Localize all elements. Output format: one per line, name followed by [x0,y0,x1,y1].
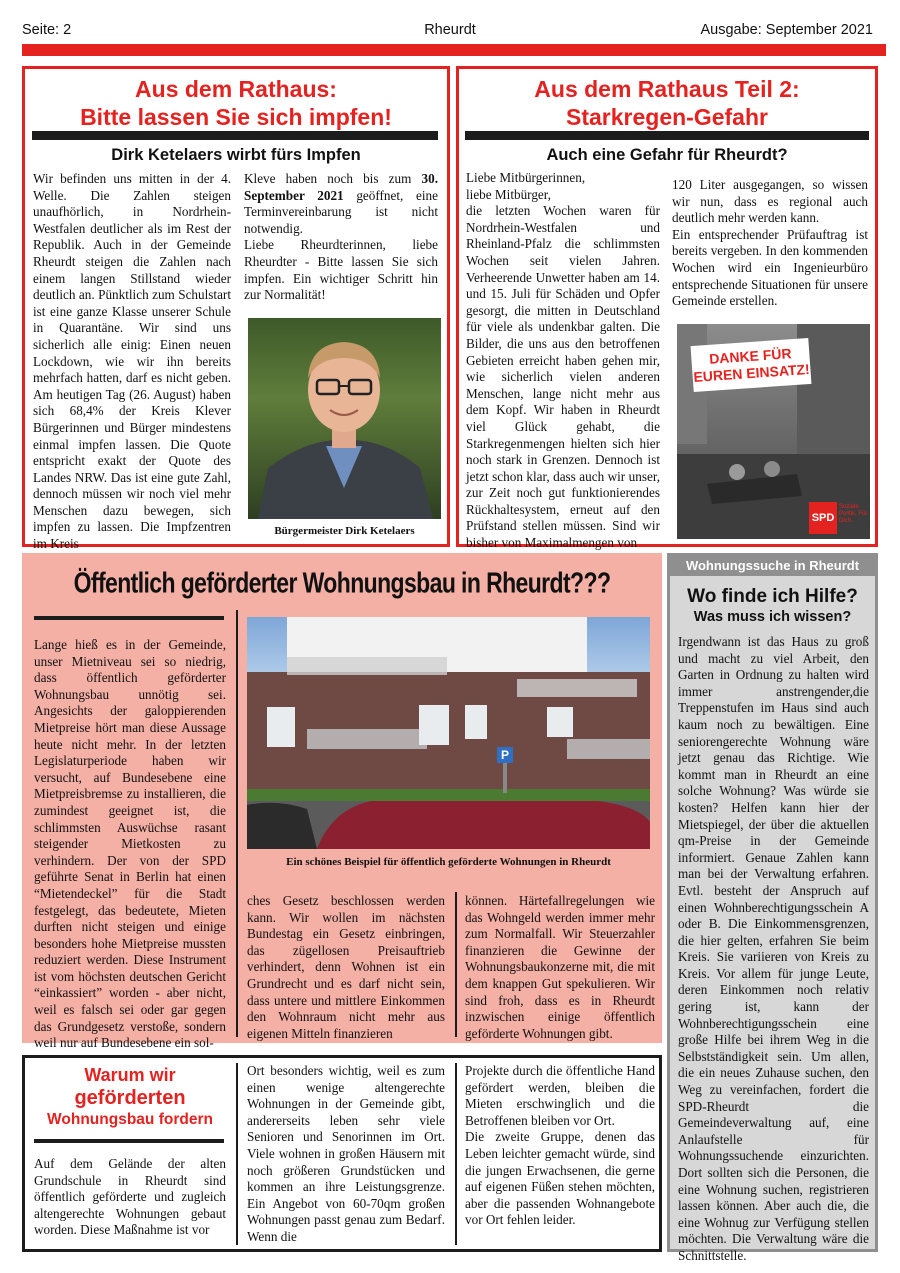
flood-photo [677,324,870,539]
column-separator [455,1063,457,1245]
text-run: die letzten Wochen waren für Nordrhein-Westfalen und Rheinland-Pfalz die schlimmsten Wochen seit vielen Jahren. Verheerende Unwetter haben am 14. und 15. Juli für Schäden und Opfer gesorgt, die mitten in Deutschland für viele als undenkbar galten. Die Bilder, die uns aus den betroffenen Gebieten erreicht haben gehen mir, wie sicherlich vielen anderen Menschen, lange nicht mehr aus dem Kopf. Wir haben in Rheurdt viel Glück gehabt, die Starkregenmengen hielten sich hier noch stark in Grenzen. Dennoch ist jetzt schon klar, dass auch wir unser, zur Zeit noch gut funktionierendes Rückhaltesystem, erneut auf den Prüfstand stellen müssen. Sind wir bisher von Maximalmengen von [466,203,660,551]
highlight-date: 30. September 2021 [244,171,438,203]
sidebar-wohnungssuche [667,553,878,1263]
article-starkregen-col2 [672,177,868,310]
title-divider [465,131,869,140]
housing-illustration [247,617,650,849]
sidebar-title: Wo finde ich Hilfe? [687,586,858,607]
col1-rule [34,616,224,620]
article-starkregen-col1 [466,170,660,552]
article-warum-col3 [465,1063,655,1229]
poster-text [691,338,812,386]
title-line: geförderten [74,1087,186,1109]
sidebar-text: Irgendwann ist das Haus zu groß und macht zu viel Arbeit, den Garten in Ordnung zu halten wird immer anstrengender,die Treppenstufen im Haus sind auch kaum noch zu bewältigen. Eine seniorengerechte Wohnung wäre jetzt genau das Richtige. Wie kommt man in Rheurdt an eine solche Wohnung? Was würde sie kosten? Helfen kann hier der Mietspiegel, der über die aktuellen qm-Preise in der Gemeinde informiert. Genaue Zahlen kann man bei der Verwaltung erfahren. Evtl. besteht der Anspruch auf einen Wohnberechtigungsschein A oder B. Die Einkommensgrenzen, die hier gelten, erfahren Sie beim Kreis. Sie variieren von Kreis zu Kreis. Vor allem für junge Leute, deren Einkommen noch relativ gering ist, kann der Wohnberechtigungsschein eine große Hilfe bei ihrem Weg in die Selbstständigkeit sein. Um allen, die ein neues Zuhause suchen, den Weg zu vereinfachen, fordert die SPD-Rheurdt die Gemeindeverwaltung auf, eine Anlaufstelle für Wohnungssuchende einzurichten. Dort sollten sich die Personen, die eine Wohnung suchen, registrieren lassen können. Aber auch die, die eine Wohnug zur Verfügung stellen möchten. Die Verwaltung wäre die Schnittstelle. [678,634,869,1263]
housing-photo [247,617,650,849]
title-line: Aus dem Rathaus: [135,76,337,102]
parking-sign: P [500,748,509,762]
title-line: Wohnungsbau fordern [47,1111,213,1128]
article-impfen-title [25,75,447,131]
article-warum-col1: Auf dem Gelände der alten Grundschule in Rheurdt sind öffentlich geförderte und zugleich altengerechte Wohnungen gebaut worden. Diese Maßnahme ist vor [34,1156,226,1238]
title-line: Starkregen-Gefahr [566,104,768,130]
greeting: Liebe Mitbürgerinnen, [466,170,586,185]
page-number: Seite: 2 [22,22,72,38]
text-run: Ein entsprechender Prüfauftrag ist bereits vergeben. In den kommenden Wochen wird ein Ingenieurbüro entsprechende Situationen für unsere Gemeinde erstellen. [672,226,868,309]
article-impfen-col2 [244,171,438,304]
article-impfen [22,66,450,552]
text-run: Kleve haben noch bis zum [244,171,422,186]
title-line: Bitte lassen Sie sich impfen! [80,104,392,130]
sidebar-tag: Wohnungssuche in Rheurdt [670,556,875,576]
sidebar-subtitle: Was muss ich wissen? [693,609,852,625]
header-place: Rheurdt [424,22,476,38]
text-run: Liebe Rheurdterinnen, liebe Rheurdter - Bitte lassen Sie sich impfen. Ein wichtiger Schritt hin zur Normalität! [244,237,438,303]
spd-tagline: Soziale. Politik. Für Dich. [839,504,868,524]
text-run: Projekte durch die öffentliche Hand gefördert werden, bleiben die Mieten erschwinglich und die Betroffenen bleiben vor Ort. [465,1063,655,1128]
article-starkregen [456,66,878,551]
article-wohnungsbau-title: Öffentlich geförderter Wohnungsbau in Rheurdt??? [73,566,611,599]
column-separator [236,1063,238,1245]
article-warum-title [34,1064,226,1129]
header-red-bar [22,44,886,56]
portrait-illustration [248,318,441,519]
article-starkregen-subtitle: Auch eine Gefahr für Rheurdt? [546,146,788,164]
title-line: Aus dem Rathaus Teil 2: [534,76,800,102]
mayor-photo [248,318,441,519]
column-separator [455,892,457,1037]
column-separator [236,610,238,1037]
spd-logo: SPD [809,502,837,534]
mayor-caption: Bürgermeister Dirk Ketelaers [274,525,415,537]
text-run: Die zweite Gruppe, denen das Leben leichter gemacht würde, sind die jungen Erwachsenen, die gerne auf eigenen Füßen stehen möchten, aber die passenden Wohnangebote vor Ort fehlen leider. [465,1129,655,1228]
col1-rule [34,1139,224,1143]
header-issue: Ausgabe: September 2021 [700,22,873,38]
title-line: Warum wir [84,1065,176,1085]
title-divider [32,131,438,140]
article-wohnungsbau-col1: Lange hieß es in der Gemeinde, unser Mietniveau sei so niedrig, dass öffentlich geförderter Wohnungsbau unnötig sei. Angesichts der galoppierenden Mietpreise hört man diese Aussage heute nicht mehr. In der letzten Legislaturperiode haben wir versucht, auf Bundesebene eine Mietpreisbremse zu installieren, die zumindest geeignet ist, die schlimmsten Auswüchse rasant steigender Mietkosten zu verhindern. Der von der SPD geführte Senat in Berlin hat einen “Mietendeckel” für die Stadt festgelegt, das bedeutete, Mieten durften nicht steigen und einige besonders hohe Mietpreise mussten reduziert werden. Diese Instrument ist vom höchsten deutschen Gericht “einkassiert” worden - aber nicht, weil es falsch sei oder gar gegen das Grundgesetz verstoße, sondern weil nur auf Bundesebene ein sol- [34,637,226,1051]
poster-line: EUREN EINSATZ! [692,360,811,386]
article-warum-col2: Ort besonders wichtig, weil es zum einen wenige altengerechte Wohnungen in der Gemeinde gibt, andererseits leben sehr viele Senioren und Senorinnen im Ort. Viele wohnen in großen Häusern mit noch größeren Grundstücken und kommen an ihre Leistungsgrenze. Ein Angebot von 60-70qm großen Wohnungen passt genau zum Bedarf. Wenn die [247,1063,445,1244]
article-impfen-col1: Wir befinden uns mitten in der 4. Welle. Die Zahlen steigen unaufhörlich, in Nordrhein-Westfalen deutlicher als im Rest der Republik. Auch in der Gemeinde Rheurdt steigen die Zahlen nach einem langen Stillstand wieder deutlich an. Pünktlich zum Schulstart ist eine ganze Klasse unserer Schule in Quarantäne. Wir sind uns sicherlich alle einig: Einen neuen Lockdown, wie wir ihn bereits mehrfach hatten, darf es nicht geben. Am heutigen Tag (26. August) haben sich 68,4% der Kreis Klever Bürgerinnen und Bürger mindestens einmal impfen lassen. Die Quote entspricht exakt der Quote des Landes NRW. Das ist eine gute Zahl, dennoch müssen wir noch viel mehr Menschen dazu bewegen, sich impfen zu lassen. Die Impfzentren im Kreis [33,171,231,552]
poster-sign [691,338,812,392]
article-starkregen-title [459,75,875,131]
article-wohnungsbau-col2: ches Gesetz beschlossen werden kann. Wir wollen im nächsten Bundestag ein Gesetz einbringen, das zügellosen Preisauftrieb verhindert, denn Wohnen ist ein Grundrecht und es darf nicht sein, dass untere und mittlere Einkommen den Wohnraum nicht mehr aus eigenen Mitteln finanzieren [247,893,445,1041]
text-run: geöffnet, eine Terminvereinbarung ist nicht notwendig. [244,187,438,236]
greeting: liebe Mitbürger, [466,186,551,202]
text-run: 120 Liter ausgegangen, so wissen wir nun, dass es regional auch deutlich mehr werden kann. [672,177,868,226]
article-wohnungsbau-col3: können. Härtefallregelungen wie das Wohngeld werden immer mehr zum Normalfall. Wir Steuerzahler finanzieren die Gewinne der Wohnungsbaukonzerne mit, die mit dem knappen Gut spekulieren. Wir sind froh, dass es in Rheurdt inzwischen einige öffentlich geförderte Wohnungen gibt. [465,893,655,1041]
article-impfen-subtitle: Dirk Ketelaers wirbt fürs Impfen [111,146,361,164]
poster-line: DANKE FÜR [708,345,793,367]
housing-caption: Ein schönes Beispiel für öffentlich geförderte Wohnungen in Rheurdt [286,856,611,868]
